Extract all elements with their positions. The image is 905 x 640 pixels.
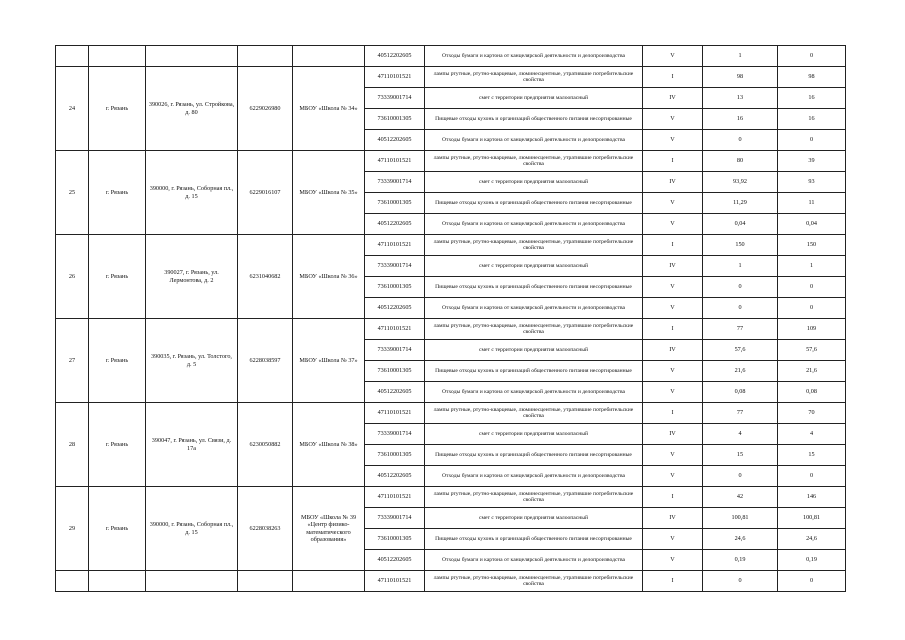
waste-code-cell: 47110101521 xyxy=(365,235,425,256)
empty-cell xyxy=(89,46,146,67)
row-number-cell: 26 xyxy=(56,235,89,319)
address-cell: 390000, г. Рязань, Соборная пл., д. 15 xyxy=(146,151,238,235)
quantity-cell: 0 xyxy=(778,571,846,592)
waste-code-cell: 47110101521 xyxy=(365,571,425,592)
table-row xyxy=(56,319,846,340)
quantity-cell: 0,04 xyxy=(778,214,846,235)
waste-code-cell: 73610001305 xyxy=(365,277,425,298)
quantity-cell: 16 xyxy=(778,109,846,130)
quantity-cell: 109 xyxy=(778,319,846,340)
quantity-cell: 57,6 xyxy=(778,340,846,361)
waste-code-cell: 73610001305 xyxy=(365,109,425,130)
row-number-cell: 28 xyxy=(56,403,89,487)
quantity-cell: 80 xyxy=(703,151,778,172)
organization-cell: МБОУ «Школа № 35» xyxy=(293,151,365,235)
waste-code-cell: 47110101521 xyxy=(365,151,425,172)
inn-cell: 6228038597 xyxy=(238,319,293,403)
quantity-cell: 77 xyxy=(703,403,778,424)
city-cell: г. Рязань xyxy=(89,319,146,403)
waste-description-cell: Отходы бумаги и картона от канцелярской деятельности и делопроизводства xyxy=(425,46,643,67)
hazard-class-cell: V xyxy=(643,130,703,151)
waste-code-cell: 40512202605 xyxy=(365,466,425,487)
quantity-cell: 0 xyxy=(703,298,778,319)
quantity-cell: 93,92 xyxy=(703,172,778,193)
waste-description-cell: лампы ртутные, ртутно-кварцевые, люминесцентные, утратившие потребительские свойства xyxy=(425,151,643,172)
organization-cell: МБОУ «Школа № 38» xyxy=(293,403,365,487)
waste-description-cell: Пищевые отходы кухонь и организаций общественного питания несортированные xyxy=(425,361,643,382)
quantity-cell: 24,6 xyxy=(703,529,778,550)
waste-code-cell: 73610001305 xyxy=(365,361,425,382)
waste-code-cell: 73610001305 xyxy=(365,529,425,550)
waste-table xyxy=(55,45,846,592)
hazard-class-cell: V xyxy=(643,193,703,214)
waste-description-cell: лампы ртутные, ртутно-кварцевые, люминесцентные, утратившие потребительские свойства xyxy=(425,403,643,424)
hazard-class-cell: V xyxy=(643,46,703,67)
waste-code-cell: 40512202605 xyxy=(365,382,425,403)
organization-cell: МБОУ «Школа № 34» xyxy=(293,67,365,151)
quantity-cell: 21,6 xyxy=(703,361,778,382)
table-row xyxy=(56,67,846,88)
waste-code-cell: 40512202605 xyxy=(365,550,425,571)
quantity-cell: 0 xyxy=(778,298,846,319)
hazard-class-cell: IV xyxy=(643,88,703,109)
quantity-cell: 1 xyxy=(703,256,778,277)
waste-code-cell: 40512202605 xyxy=(365,130,425,151)
empty-cell xyxy=(146,571,238,592)
quantity-cell: 0,08 xyxy=(703,382,778,403)
waste-description-cell: лампы ртутные, ртутно-кварцевые, люминесцентные, утратившие потребительские свойства xyxy=(425,319,643,340)
quantity-cell: 70 xyxy=(778,403,846,424)
quantity-cell: 11,29 xyxy=(703,193,778,214)
hazard-class-cell: V xyxy=(643,445,703,466)
empty-cell xyxy=(146,46,238,67)
hazard-class-cell: I xyxy=(643,487,703,508)
waste-code-cell: 73339001714 xyxy=(365,88,425,109)
waste-description-cell: Отходы бумаги и картона от канцелярской деятельности и делопроизводства xyxy=(425,382,643,403)
waste-description-cell: смет с территории предприятия малоопасный xyxy=(425,340,643,361)
city-cell: г. Рязань xyxy=(89,235,146,319)
quantity-cell: 100,81 xyxy=(703,508,778,529)
waste-description-cell: Пищевые отходы кухонь и организаций общественного питания несортированные xyxy=(425,445,643,466)
quantity-cell: 93 xyxy=(778,172,846,193)
quantity-cell: 0 xyxy=(778,277,846,298)
quantity-cell: 16 xyxy=(778,88,846,109)
hazard-class-cell: V xyxy=(643,382,703,403)
inn-cell: 6229016107 xyxy=(238,151,293,235)
inn-cell: 6230050882 xyxy=(238,403,293,487)
waste-code-cell: 47110101521 xyxy=(365,403,425,424)
row-number-cell: 29 xyxy=(56,487,89,571)
quantity-cell: 150 xyxy=(778,235,846,256)
waste-description-cell: смет с территории предприятия малоопасный xyxy=(425,256,643,277)
city-cell: г. Рязань xyxy=(89,403,146,487)
organization-cell: МБОУ «Школа № 37» xyxy=(293,319,365,403)
hazard-class-cell: IV xyxy=(643,340,703,361)
waste-description-cell: Пищевые отходы кухонь и организаций общественного питания несортированные xyxy=(425,109,643,130)
quantity-cell: 42 xyxy=(703,487,778,508)
city-cell: г. Рязань xyxy=(89,67,146,151)
quantity-cell: 146 xyxy=(778,487,846,508)
inn-cell: 6228038263 xyxy=(238,487,293,571)
quantity-cell: 150 xyxy=(703,235,778,256)
row-number-cell: 27 xyxy=(56,319,89,403)
table-row xyxy=(56,403,846,424)
table-row xyxy=(56,487,846,508)
hazard-class-cell: V xyxy=(643,466,703,487)
quantity-cell: 11 xyxy=(778,193,846,214)
quantity-cell: 0 xyxy=(778,466,846,487)
hazard-class-cell: I xyxy=(643,571,703,592)
quantity-cell: 0,19 xyxy=(778,550,846,571)
quantity-cell: 1 xyxy=(703,46,778,67)
waste-code-cell: 47110101521 xyxy=(365,487,425,508)
quantity-cell: 0 xyxy=(778,130,846,151)
quantity-cell: 1 xyxy=(778,256,846,277)
quantity-cell: 39 xyxy=(778,151,846,172)
waste-description-cell: Отходы бумаги и картона от канцелярской деятельности и делопроизводства xyxy=(425,214,643,235)
waste-code-cell: 73339001714 xyxy=(365,172,425,193)
waste-description-cell: смет с территории предприятия малоопасный xyxy=(425,424,643,445)
waste-description-cell: Отходы бумаги и картона от канцелярской деятельности и делопроизводства xyxy=(425,298,643,319)
waste-code-cell: 73610001305 xyxy=(365,193,425,214)
hazard-class-cell: V xyxy=(643,550,703,571)
quantity-cell: 0,19 xyxy=(703,550,778,571)
table-row xyxy=(56,571,846,592)
waste-description-cell: лампы ртутные, ртутно-кварцевые, люминесцентные, утратившие потребительские свойства xyxy=(425,235,643,256)
hazard-class-cell: IV xyxy=(643,256,703,277)
organization-cell: МБОУ «Школа № 36» xyxy=(293,235,365,319)
waste-description-cell: смет с территории предприятия малоопасный xyxy=(425,172,643,193)
quantity-cell: 98 xyxy=(778,67,846,88)
waste-code-cell: 40512202605 xyxy=(365,298,425,319)
waste-code-cell: 47110101521 xyxy=(365,319,425,340)
hazard-class-cell: I xyxy=(643,403,703,424)
hazard-class-cell: V xyxy=(643,361,703,382)
row-number-cell: 24 xyxy=(56,67,89,151)
quantity-cell: 21,6 xyxy=(778,361,846,382)
waste-description-cell: смет с территории предприятия малоопасный xyxy=(425,88,643,109)
waste-code-cell: 40512202605 xyxy=(365,214,425,235)
inn-cell: 6231040682 xyxy=(238,235,293,319)
empty-cell xyxy=(293,571,365,592)
empty-cell xyxy=(238,571,293,592)
waste-description-cell: лампы ртутные, ртутно-кварцевые, люминесцентные, утратившие потребительские свойства xyxy=(425,67,643,88)
waste-description-cell: Пищевые отходы кухонь и организаций общественного питания несортированные xyxy=(425,193,643,214)
waste-code-cell: 73339001714 xyxy=(365,508,425,529)
quantity-cell: 98 xyxy=(703,67,778,88)
quantity-cell: 57,6 xyxy=(703,340,778,361)
address-cell: 390027, г. Рязань, ул. Лермонтова, д. 2 xyxy=(146,235,238,319)
quantity-cell: 24,6 xyxy=(778,529,846,550)
waste-code-cell: 73339001714 xyxy=(365,424,425,445)
inn-cell: 6229026980 xyxy=(238,67,293,151)
hazard-class-cell: I xyxy=(643,319,703,340)
address-cell: 390026, г. Рязань, ул. Стройкова, д. 80 xyxy=(146,67,238,151)
hazard-class-cell: V xyxy=(643,214,703,235)
quantity-cell: 0 xyxy=(703,130,778,151)
hazard-class-cell: I xyxy=(643,235,703,256)
hazard-class-cell: IV xyxy=(643,508,703,529)
waste-description-cell: лампы ртутные, ртутно-кварцевые, люминесцентные, утратившие потребительские свойства xyxy=(425,487,643,508)
waste-code-cell: 47110101521 xyxy=(365,67,425,88)
quantity-cell: 77 xyxy=(703,319,778,340)
waste-code-cell: 73339001714 xyxy=(365,340,425,361)
hazard-class-cell: I xyxy=(643,67,703,88)
empty-cell xyxy=(293,46,365,67)
hazard-class-cell: V xyxy=(643,529,703,550)
hazard-class-cell: V xyxy=(643,277,703,298)
empty-cell xyxy=(238,46,293,67)
waste-description-cell: Отходы бумаги и картона от канцелярской деятельности и делопроизводства xyxy=(425,130,643,151)
quantity-cell: 0 xyxy=(703,571,778,592)
quantity-cell: 4 xyxy=(703,424,778,445)
quantity-cell: 0 xyxy=(778,46,846,67)
quantity-cell: 0,08 xyxy=(778,382,846,403)
address-cell: 390035, г. Рязань, ул. Толстого, д. 5 xyxy=(146,319,238,403)
waste-description-cell: лампы ртутные, ртутно-кварцевые, люминесцентные, утратившие потребительские свойства xyxy=(425,571,643,592)
empty-cell xyxy=(89,571,146,592)
hazard-class-cell: IV xyxy=(643,172,703,193)
quantity-cell: 0,04 xyxy=(703,214,778,235)
waste-description-cell: Отходы бумаги и картона от канцелярской деятельности и делопроизводства xyxy=(425,550,643,571)
quantity-cell: 15 xyxy=(703,445,778,466)
waste-code-cell: 40512202605 xyxy=(365,46,425,67)
waste-description-cell: Отходы бумаги и картона от канцелярской деятельности и делопроизводства xyxy=(425,466,643,487)
waste-code-cell: 73339001714 xyxy=(365,256,425,277)
city-cell: г. Рязань xyxy=(89,487,146,571)
quantity-cell: 100,81 xyxy=(778,508,846,529)
hazard-class-cell: I xyxy=(643,151,703,172)
hazard-class-cell: V xyxy=(643,298,703,319)
waste-description-cell: Пищевые отходы кухонь и организаций общественного питания несортированные xyxy=(425,529,643,550)
quantity-cell: 0 xyxy=(703,466,778,487)
waste-description-cell: смет с территории предприятия малоопасный xyxy=(425,508,643,529)
hazard-class-cell: V xyxy=(643,109,703,130)
table-row xyxy=(56,235,846,256)
city-cell: г. Рязань xyxy=(89,151,146,235)
empty-cell xyxy=(56,46,89,67)
waste-description-cell: Пищевые отходы кухонь и организаций общественного питания несортированные xyxy=(425,277,643,298)
quantity-cell: 13 xyxy=(703,88,778,109)
row-number-cell: 25 xyxy=(56,151,89,235)
table-row xyxy=(56,151,846,172)
quantity-cell: 15 xyxy=(778,445,846,466)
address-cell: 390047, г. Рязань, ул. Связи, д. 17а xyxy=(146,403,238,487)
hazard-class-cell: IV xyxy=(643,424,703,445)
quantity-cell: 0 xyxy=(703,277,778,298)
organization-cell: МБОУ «Школа № 39 «Центр физико-математического образования» xyxy=(293,487,365,571)
table-row xyxy=(56,46,846,67)
waste-code-cell: 73610001305 xyxy=(365,445,425,466)
quantity-cell: 16 xyxy=(703,109,778,130)
empty-cell xyxy=(56,571,89,592)
address-cell: 390000, г. Рязань, Соборная пл., д. 15 xyxy=(146,487,238,571)
quantity-cell: 4 xyxy=(778,424,846,445)
